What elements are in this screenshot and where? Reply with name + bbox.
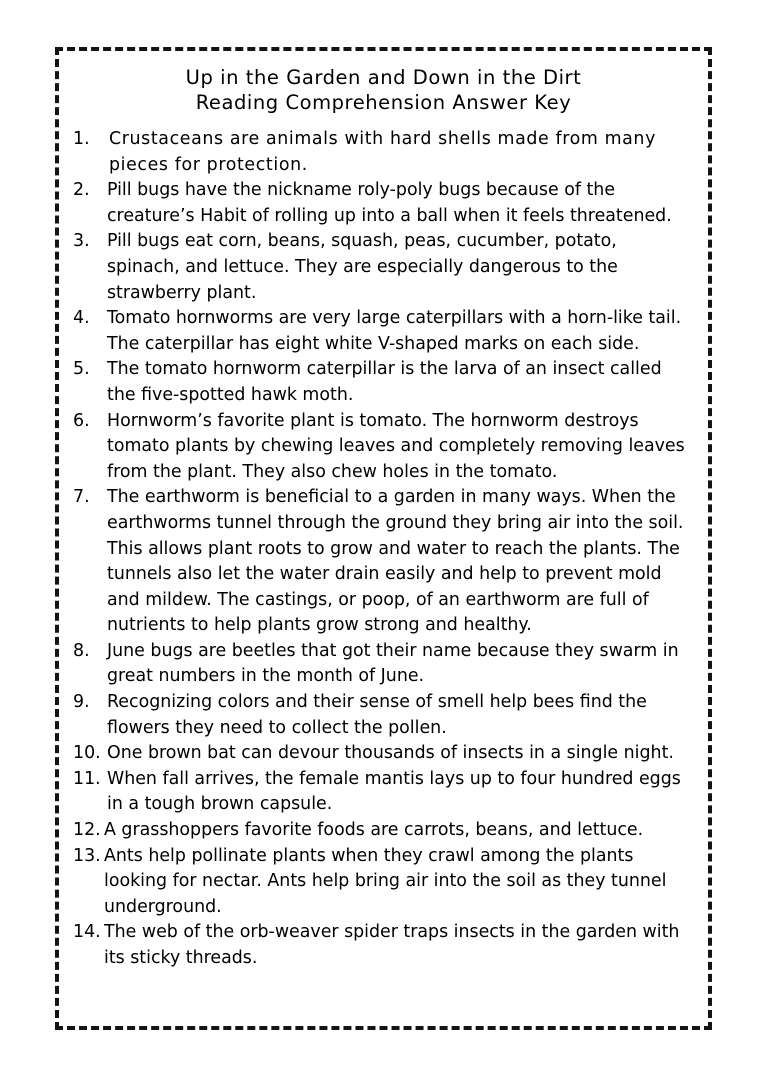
answer-item-13 <box>73 844 694 921</box>
answer-text: Tomato hornworms are very large caterpillars with a horn-like tail. The caterpillar has eight white V-shaped marks on each side. <box>107 308 682 354</box>
answer-item-2 <box>73 178 694 229</box>
answer-item-8 <box>73 639 694 690</box>
answer-number: 8. <box>73 640 90 661</box>
answer-item-6 <box>73 409 694 486</box>
answer-item-5 <box>73 357 694 408</box>
answer-number: 12. <box>73 820 101 841</box>
answer-number: 7. <box>73 487 90 508</box>
answer-item-11 <box>73 767 694 818</box>
answer-text: Pill bugs have the nickname roly-poly bugs because of the creature’s Habit of rolling up into a ball when it feels threatened. <box>107 180 672 226</box>
answer-number: 2. <box>73 180 90 201</box>
answer-item-4 <box>73 306 694 357</box>
answer-number: 5. <box>73 359 90 380</box>
answer-text: Ants help pollinate plants when they crawl among the plants looking for nectar. Ants help bring air into the soil as they tunnel underground. <box>104 845 667 917</box>
answer-item-10 <box>73 741 694 767</box>
answer-text: Crustaceans are animals with hard shells made from many pieces for protection. <box>109 129 656 175</box>
answer-item-14 <box>73 920 694 971</box>
answer-item-1 <box>73 127 694 178</box>
answer-text: A grasshoppers favorite foods are carrots, beans, and lettuce. <box>104 820 644 841</box>
answer-item-3 <box>73 229 694 306</box>
page-title <box>73 65 694 115</box>
title-line-2: Reading Comprehension Answer Key <box>195 91 572 114</box>
answer-number: 13. <box>73 845 101 866</box>
answer-number: 4. <box>73 308 90 329</box>
answer-number: 11. <box>73 768 101 789</box>
answer-number: 3. <box>73 231 90 252</box>
worksheet-content <box>59 51 708 1026</box>
answer-number: 14. <box>73 922 101 943</box>
answer-text: The tomato hornworm caterpillar is the larva of an insect called the five-spotted hawk moth. <box>107 359 662 405</box>
answer-number: 6. <box>73 410 90 431</box>
answer-text: When fall arrives, the female mantis lays up to four hundred eggs in a tough brown capsule. <box>107 768 681 815</box>
answer-text: Pill bugs eat corn, beans, squash, peas, cucumber, potato, spinach, and lettuce. They are especially dangerous to the strawberry plant. <box>107 231 618 303</box>
title-line-1: Up in the Garden and Down in the Dirt <box>185 66 582 89</box>
dashed-border-frame <box>55 47 712 1030</box>
answer-text: Recognizing colors and their sense of smell help bees find the flowers they need to collect the pollen. <box>107 692 647 738</box>
answer-text: The earthworm is beneficial to a garden in many ways. When the earthworms tunnel through the ground they bring air into the soil. This allows plant roots to grow and water to reach the plants. The tunnels also let the water drain easily and help to prevent mold and mildew. The castings, or poop, of an earthworm are full of nutrients to help plants grow strong and healthy. <box>107 487 684 636</box>
answer-text: One brown bat can devour thousands of insects in a single night. <box>107 743 674 764</box>
answer-text: June bugs are beetles that got their name because they swarm in great numbers in the month of June. <box>107 640 679 687</box>
answer-number: 1. <box>73 129 90 149</box>
answer-number: 9. <box>73 692 90 713</box>
answer-text: The web of the orb-weaver spider traps insects in the garden with its sticky threads. <box>104 922 680 968</box>
answer-number: 10. <box>73 743 101 764</box>
answer-item-12 <box>73 818 694 844</box>
answer-item-9 <box>73 690 694 741</box>
answer-text: Hornworm’s favorite plant is tomato. The hornworm destroys tomato plants by chewing leaves and completely removing leaves from the plant. They also chew holes in the tomato. <box>107 410 685 482</box>
answer-list <box>73 127 694 972</box>
answer-item-7 <box>73 485 694 639</box>
